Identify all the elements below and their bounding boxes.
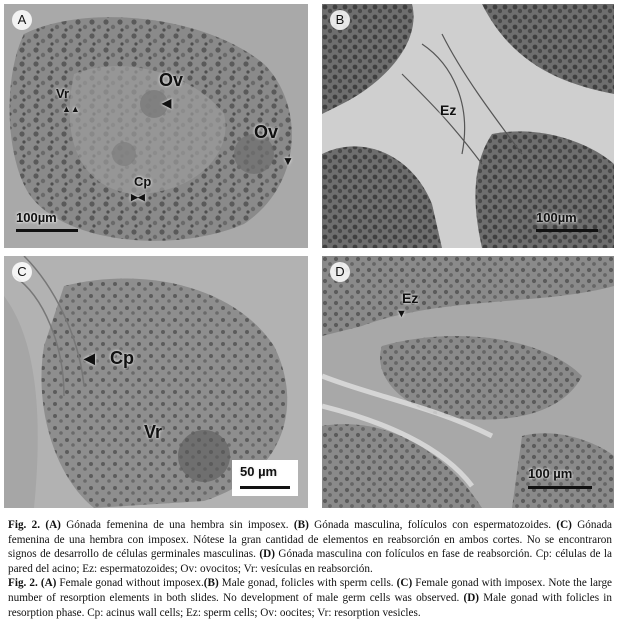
caption-en-a-text: Female gonad without imposex. — [56, 577, 204, 590]
caption-es-fig-label: Fig. 2. — [8, 519, 41, 531]
caption-en-fig-label: Fig. 2. — [8, 577, 38, 590]
caption-es-d-tag: (D) — [259, 548, 275, 561]
panel-a-scale-bar — [16, 229, 78, 232]
panel-d-label-ez: Ez — [402, 290, 419, 306]
panel-a-label-ov-2: Ov — [254, 122, 279, 142]
caption-en-d-text: Male gonad with folicles in resorption phase. Cp: acinus wall cells; Ez: sperm cells; Ov: oocites; Vr: resorption vesicles. — [8, 591, 612, 619]
caption-es-c-tag: (C) — [556, 519, 572, 531]
caption-es-d-text: Gónada masculina con folículos en fase de reabsorción. Cp: células de la pared del acino; Ez: espermatozoides; Ov: ovocitos; Vr: vesículas en reabsorción. — [8, 548, 613, 575]
panel-a-label-ov-1: Ov — [159, 70, 184, 90]
panel-c-scale-label: 50 µm — [240, 464, 278, 479]
panel-c-scale-bar — [240, 486, 290, 489]
panel-d-arrow-ez: ▼ — [396, 308, 407, 320]
caption-en-b-text: Male gonad, folicles with sperm cells. — [218, 577, 397, 590]
caption-en-c-text: Female gonad with imposex. Note the large number of resorption elements in both slides. No development of male germ cells was observed. — [8, 577, 613, 604]
caption-english — [8, 576, 612, 620]
panel-b-label-ez: Ez — [440, 102, 457, 118]
caption-es-b-tag: (B) — [293, 519, 309, 531]
caption-en-d-tag: (D) — [463, 591, 480, 604]
panel-b-scale-label: 100µm — [536, 210, 577, 225]
panel-c-letter: C — [12, 262, 32, 282]
caption-spanish — [8, 518, 612, 576]
panel-a — [4, 4, 308, 248]
panel-a-label-vr: Vr — [56, 86, 70, 101]
panel-d-letter: D — [330, 262, 350, 282]
panel-a-arrow-ov-1: ◀ — [162, 96, 172, 110]
panel-b — [322, 4, 614, 248]
caption-es-a-text: Gónada femenina de una hembra sin imposex. — [60, 519, 294, 531]
caption-en-b-tag: (B) — [203, 577, 219, 590]
caption-es-b-text: Gónada masculina, folículos con espermatozoides. — [308, 519, 557, 531]
panel-a-arrows-vr: ▲▲ — [62, 104, 80, 114]
panel-a-scale-label: 100µm — [16, 210, 57, 225]
panel-c-label-vr: Vr — [144, 422, 163, 442]
caption-en-c-tag: (C) — [396, 577, 413, 590]
panel-c-label-cp: Cp — [110, 348, 134, 368]
panel-d-scale-bar — [528, 486, 592, 489]
panel-a-arrow-ov-2: ▼ — [282, 154, 294, 168]
panel-b-letter: B — [330, 10, 350, 30]
caption-en-a-tag: (A) — [40, 577, 57, 590]
caption-es-a-tag: (A) — [45, 519, 61, 531]
panel-c — [4, 256, 308, 508]
caption-es-c-text: Gónada femenina de una hembra con imposex. Nótese la gran cantidad de elementos en reabsorción en ambos cortes. No se encontraron signos de desarrollo de células germinales masculinas. — [8, 519, 613, 561]
panel-a-letter: A — [12, 10, 32, 30]
panel-d — [322, 256, 614, 508]
panel-d-scale-label: 100 µm — [528, 466, 573, 481]
panel-b-scale-bar — [536, 229, 598, 232]
panel-a-label-cp: Cp — [134, 174, 152, 189]
panel-c-arrow-cp: ◀ — [84, 350, 95, 366]
figure-caption — [8, 518, 612, 620]
panel-a-arrows-cp: ▶◀ — [131, 192, 145, 202]
